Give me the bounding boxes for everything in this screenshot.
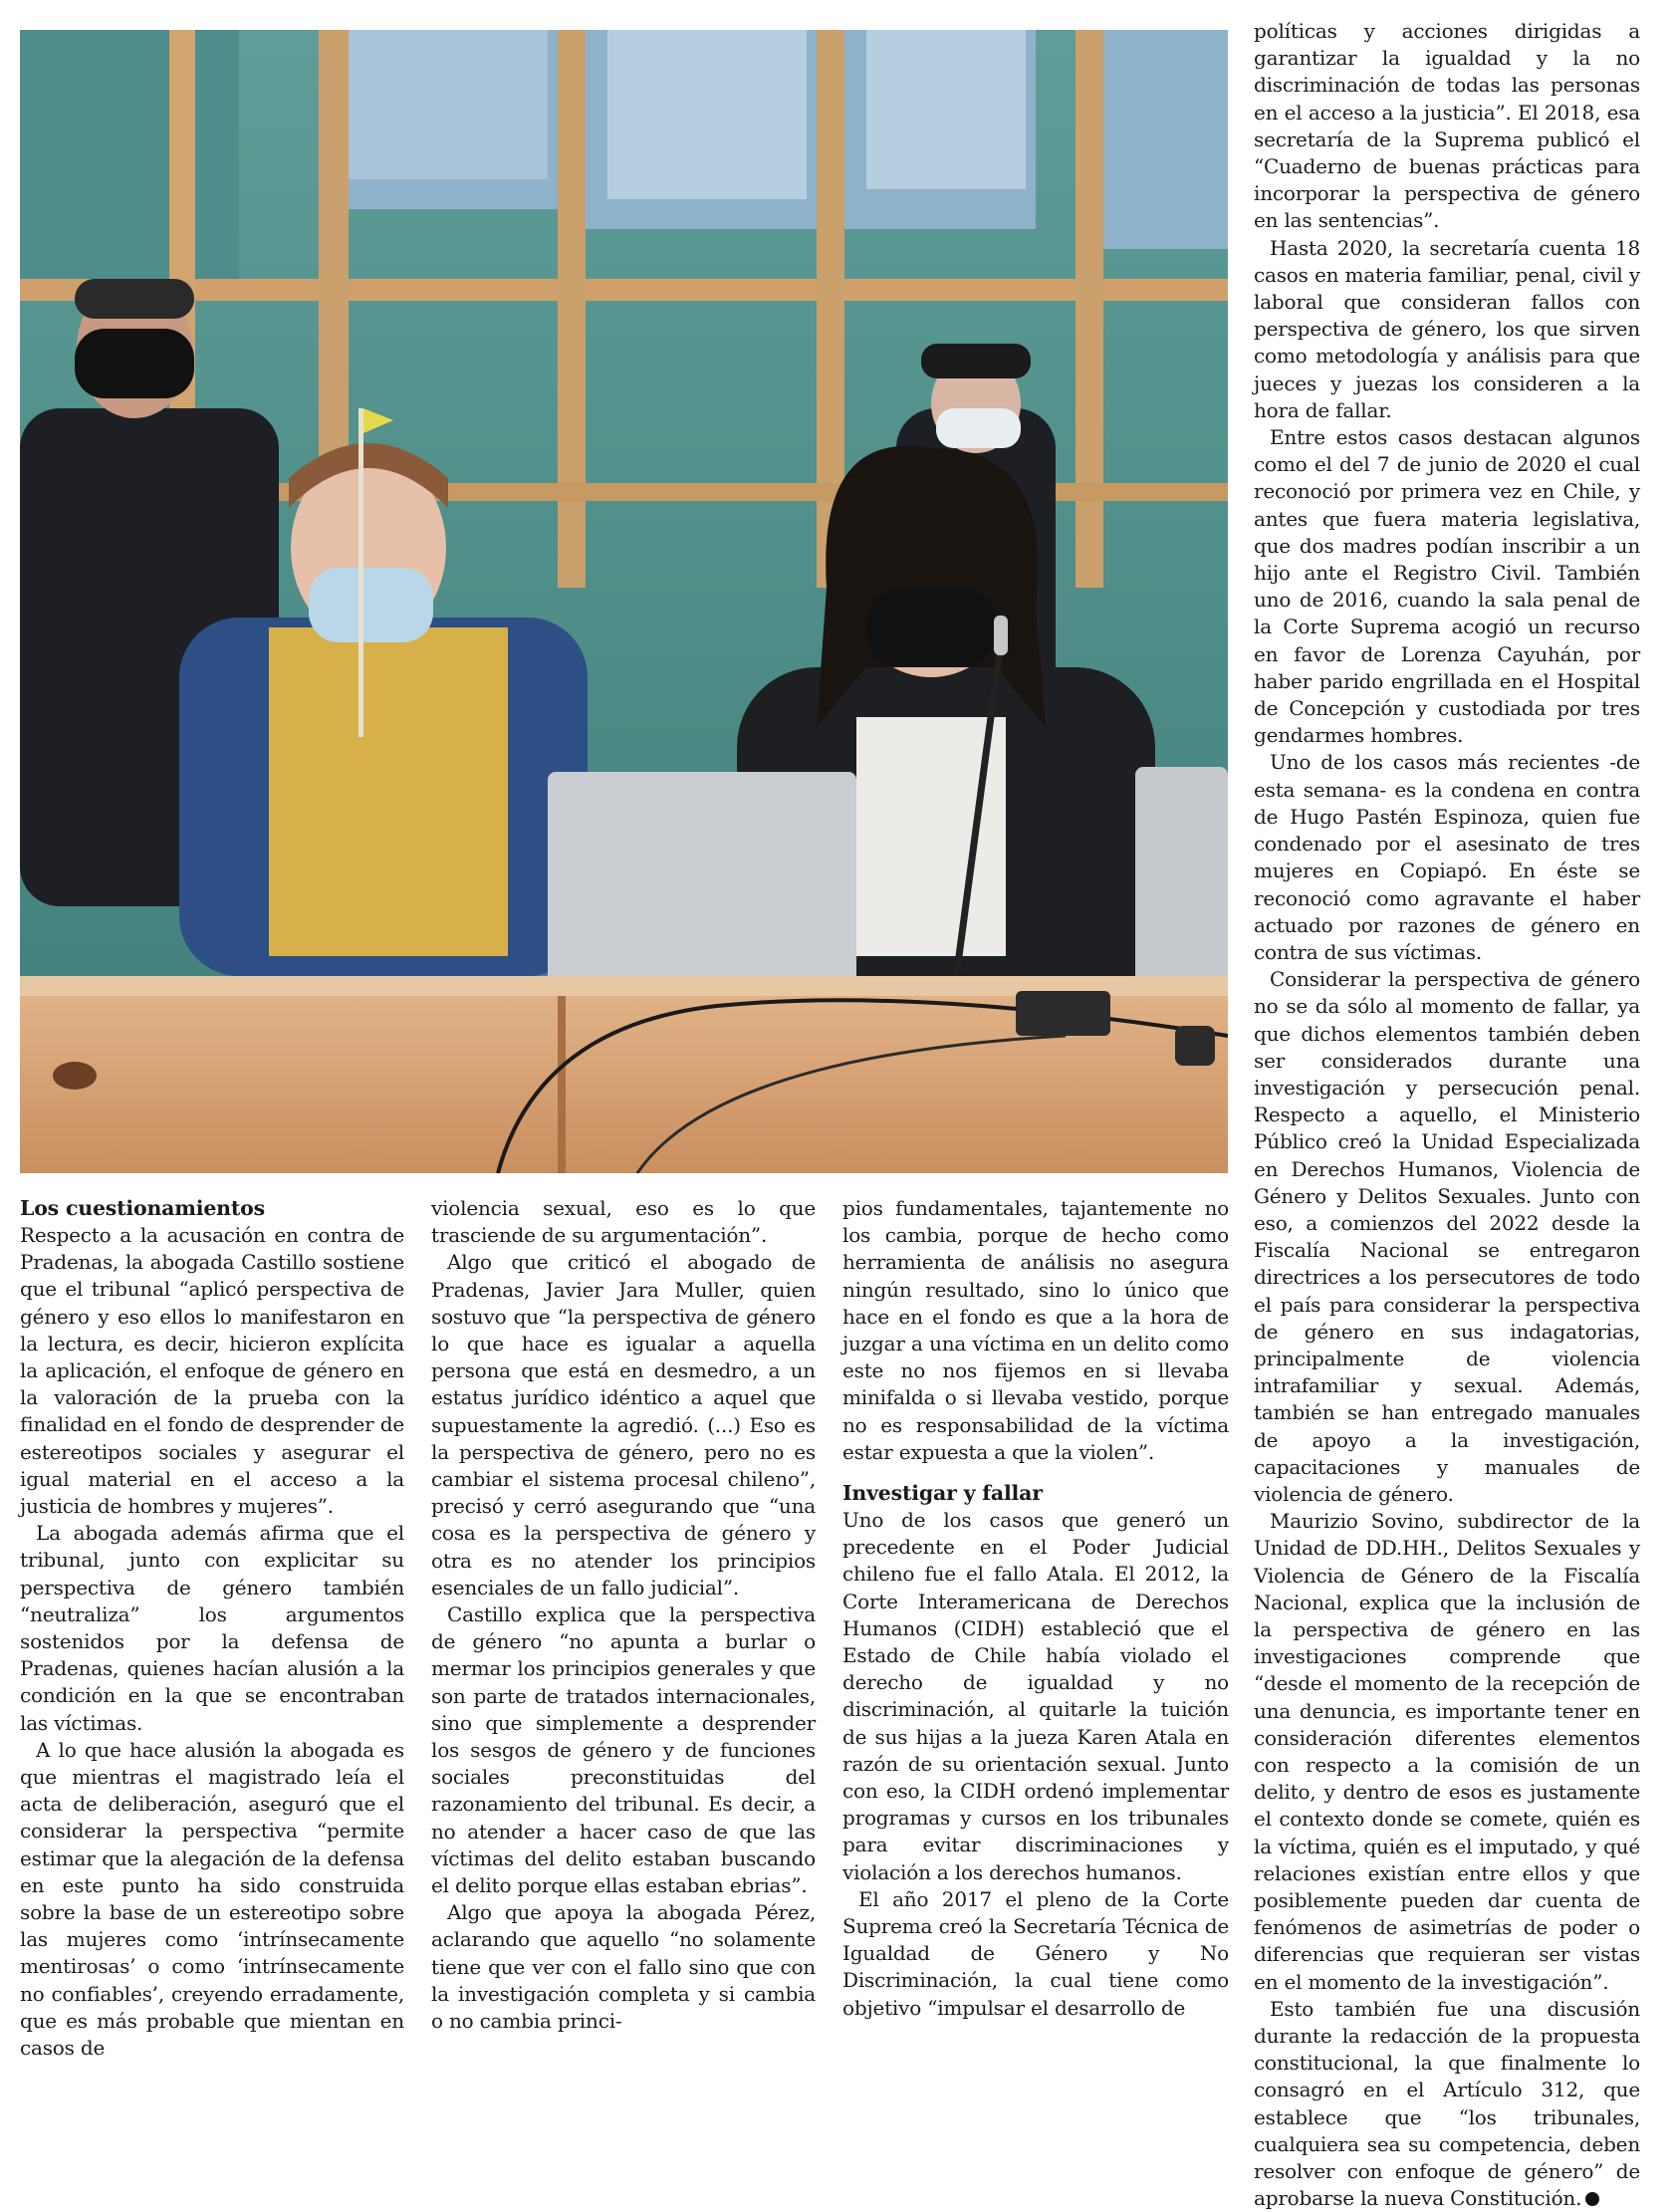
paragraph: Considerar la perspectiva de género no se da sólo al momento de fallar, ya que dichos elementos también deben ser considerados durante una investigación y persecución penal. Respecto a aquello, el Ministerio Público creó la Unidad Especializada en Derechos Humanos, Violencia de Género y Delitos Sexuales. Junto con eso, a comienzos del 2022 desde la Fiscalía Nacional se entregaron directrices a los persecutores de todo el país para considerar la perspectiva de género en sus indagatorias, principalmente de violencia intrafamiliar y sexual. Además, también se han entregado manuales de apoyo a la investigación, capacitaciones y manuales de violencia de género. xyxy=(1254,967,1640,1506)
end-mark-icon xyxy=(1585,2192,1599,2206)
paragraph: violencia sexual, eso es lo que trasciende de su argumentación”. xyxy=(431,1196,816,1248)
paragraph: Hasta 2020, la secretaría cuenta 18 casos en materia familiar, penal, civil y laboral que consideran fallos con perspectiva de género, los que sirven como metodología y análisis para que jueces y juezas los consideren a la hora de fallar. xyxy=(1254,235,1640,422)
section-heading-cuestionamientos: Los cuestionamientos xyxy=(20,1196,265,1220)
paragraph: Respecto a la acusación en contra de Pradenas, la abogada Castillo sostiene que el tribunal “aplicó perspectiva de género y eso ellos lo manifestaron en la lectura, es decir, hicieron explícita la aplicación, el enfoque de género en la valoración de la prueba con la finalidad en el fondo de desprender de estereotipos sociales y asegurar el igual material en el acceso a la justicia de hombres y mujeres”. xyxy=(20,1223,404,1519)
paragraph: Uno de los casos que generó un precedente en el Poder Judicial chileno fue el fallo Atala. El 2012, la Corte Interamericana de Derechos Humanos (CIDH) estableció que el Estado de Chile había violado el derecho de igualdad y no discriminación, al quitarle la tuición de sus hijas a la jueza Karen Atala en razón de su orientación sexual. Junto con eso, la CIDH ordenó implementar programas y cursos en los tribunales para evitar discriminaciones y violación a los derechos humanos. xyxy=(842,1508,1229,1884)
courtroom-illustration xyxy=(20,30,1228,1173)
paragraph: pios fundamentales, tajantemente no los cambia, porque de hecho como herramienta de análisis no asegura ningún resultado, sino lo único que hace en el fondo es que a la hora de juzgar a una víctima en un delito como este no nos fijemos en si llevaba minifalda o si llevaba vestido, porque no es responsabilidad de la víctima estar expuesta a que la violen”. xyxy=(842,1196,1229,1464)
paragraph: La abogada además afirma que el tribunal, junto con explicitar su perspectiva de género también “neutraliza” los argumentos sostenidos por la defensa de Pradenas, quienes hacían alusión a la condición en la que se encontraban las víctimas. xyxy=(20,1521,404,1735)
paragraph: Castillo explica que la perspectiva de género “no apunta a burlar o mermar los principios generales y que son parte de tratados internacionales, sino que simplemente a desprender los sesgos de género y de funciones sociales preconstituidas del razonamiento del tribunal. Es decir, a no atender a hacer caso de que las víctimas del delito estaban buscando el delito porque ellas estaban ebrias”. xyxy=(431,1602,816,1898)
paragraph: Algo que apoya la abogada Pérez, aclarando que aquello “no solamente tiene que ver con el fallo sino que con la investigación completa y si cambia o no cambia princi- xyxy=(431,1900,816,2034)
paragraph: El año 2017 el pleno de la Corte Suprema creó la Secretaría Técnica de Igualdad de Género y No Discriminación, la cual tiene como objetivo “impulsar el desarrollo de xyxy=(842,1886,1229,2020)
section-heading-investigar: Investigar y fallar xyxy=(842,1481,1043,1506)
paragraph: Entre estos casos destacan algunos como el del 7 de junio de 2020 el cual reconoció por primera vez en Chile, y antes que fuera materia legislativa, que dos madres podían inscribir a un hijo ante el Registro Civil. También uno de 2016, cuando la sala penal de la Corte Suprema acogió un recurso en favor de Lorenza Cayuhán, por haber parido engrillada en el Hospital de Concepción y custodiada por tres gendarmes hombres. xyxy=(1254,425,1640,748)
paragraph: Algo que criticó el abogado de Pradenas, Javier Jara Muller, quien sostuvo que “la perspectiva de género lo que hace es igualar a aquella persona que está en desmedro, a un estatus jurídico idéntico a aquel que supuestamente la agredió. (...) Eso es la perspectiva de género, pero no es cambiar el sistema procesal chileno”, precisó y cerró asegurando que “una cosa es la perspectiva de género y otra es no atender los principios esenciales de un fallo judicial”. xyxy=(431,1250,816,1599)
column-1 xyxy=(20,1195,404,2062)
paragraph-final xyxy=(1254,1996,1640,2212)
paragraph: Maurizio Sovino, subdirector de la Unidad de DD.HH., Delitos Sexuales y Violencia de Género de la Fiscalía Nacional, explica que la inclusión de la perspectiva de género en las investigaciones comprende que “desde el momento de la recepción de una denuncia, es importante tener en consideración diferentes elementos con respecto a la comisión de un delito, y dentro de esos es justamente el contexto donde se comete, quién es la víctima, quién es el imputado, y qué relaciones existían entre ellos y que posiblemente pueden dar cuenta de fenómenos de asimetrías de poder o diferencias que requieran ser vistas en el momento de la investigación”. xyxy=(1254,1509,1640,1994)
column-2 xyxy=(431,1195,816,2035)
column-3 xyxy=(842,1195,1229,2022)
paragraph: A lo que hace alusión la abogada es que mientras el magistrado leía el acta de deliberación, aseguró que el considerar la perspectiva “permite estimar que la alegación de la defensa en este punto ha sido construida sobre la base de un estereotipo sobre las mujeres como ‘intrínsecamente mentirosas’ o como ‘intrínsecamente no confiables’, creyendo erradamente, que es más probable que mientan en casos de xyxy=(20,1737,404,2061)
courtroom-photo xyxy=(20,30,1228,1173)
paragraph: Uno de los casos más recientes -de esta semana- es la condena en contra de Hugo Pastén Espinoza, quien fue condenado por el asesinato de tres mujeres en Copiapó. En éste se reconoció como agravante el haber actuado por razones de género en contra de sus víctimas. xyxy=(1254,750,1640,964)
paragraph: políticas y acciones dirigidas a garantizar la igualdad y la no discriminación de todas las personas en el acceso a la justicia”. El 2018, esa secretaría de la Suprema publicó el “Cuaderno de buenas prácticas para incorporar la perspectiva de género en las sentencias”. xyxy=(1254,19,1640,233)
column-4 xyxy=(1254,18,1640,2212)
paragraph-text: Esto también fue una discusión durante la redacción de la propuesta constitucional, la que finalmente lo consagró en el Artículo 312, que establece que “los tribunales, cualquiera sea su competencia, deben resolver con enfoque de género” de aprobarse la nueva Constitución. xyxy=(1254,1996,1640,2211)
